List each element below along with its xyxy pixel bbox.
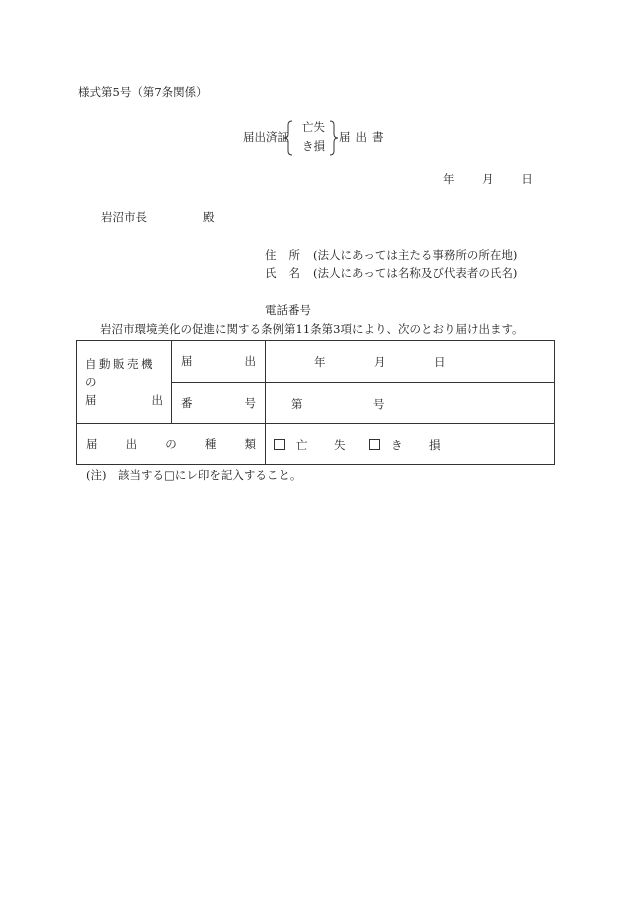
title-option-lost: 亡失 (302, 120, 325, 134)
group-label-line1: 自動販売機の (85, 357, 155, 389)
date-day-label: 日 (434, 355, 446, 370)
damaged-label-char: 損 (429, 438, 441, 452)
report-type-options (266, 424, 555, 465)
header-char: の (165, 437, 177, 451)
document-title (243, 120, 393, 158)
addressee-honorific: 殿 (203, 210, 215, 224)
title-suffix: 届出書 (339, 130, 389, 144)
report-table (76, 340, 555, 465)
addressee (101, 212, 215, 224)
damaged-label-char: き (391, 438, 403, 452)
lost-label-char: 失 (334, 438, 346, 452)
damaged-checkbox[interactable] (369, 439, 380, 450)
header-char: 番 (181, 395, 193, 410)
statement-text: 岩沼市環境美化の促進に関する条例第11条第3項により、次のとおり届け出ます。 (100, 322, 524, 336)
applicant-name-row (265, 268, 517, 280)
header-char: 種 (204, 437, 217, 451)
address-label: 住所 (265, 248, 312, 262)
applicant-address-row (265, 250, 517, 262)
left-brace-icon (283, 120, 293, 156)
report-date-header (172, 341, 266, 383)
vending-machine-report-header (77, 341, 172, 424)
group-label-char: 出 (151, 393, 163, 407)
header-char: 類 (244, 437, 256, 451)
form-number: 様式第5号（第7条関係） (78, 85, 208, 99)
phone-label: 電話番号 (265, 303, 311, 317)
header-char: 出 (125, 437, 138, 451)
number-prefix: 第 (291, 396, 303, 411)
header-char: 届 (181, 354, 193, 369)
footnote: (注) 該当する□にレ印を記入すること。 (86, 468, 302, 482)
lost-label-char: 亡 (296, 438, 308, 452)
addressee-name: 岩沼市長 (101, 210, 147, 224)
date-day-label: 日 (521, 172, 533, 186)
address-note: (法人にあっては主たる事務所の所在地) (313, 248, 518, 262)
header-char: 出 (244, 354, 256, 369)
date-year-label: 年 (314, 355, 326, 370)
header-char: 号 (244, 395, 256, 410)
lost-checkbox[interactable] (274, 439, 285, 450)
date-month-label: 月 (482, 172, 494, 186)
number-header (172, 382, 266, 424)
name-label: 氏名 (265, 266, 312, 280)
header-char: 届 (86, 437, 98, 451)
report-type-header (77, 424, 266, 465)
number-field[interactable] (266, 382, 555, 424)
group-label-char: 届 (85, 393, 97, 407)
title-option-damaged: き損 (302, 139, 325, 153)
name-note: (法人にあっては名称及び代表者の氏名) (313, 266, 518, 280)
submission-date (443, 174, 533, 186)
report-date-field[interactable] (266, 341, 555, 383)
date-year-label: 年 (443, 172, 455, 186)
title-prefix: 届出済証 (243, 130, 289, 144)
right-brace-icon (329, 120, 339, 156)
date-month-label: 月 (374, 355, 386, 370)
number-suffix: 号 (373, 396, 385, 411)
